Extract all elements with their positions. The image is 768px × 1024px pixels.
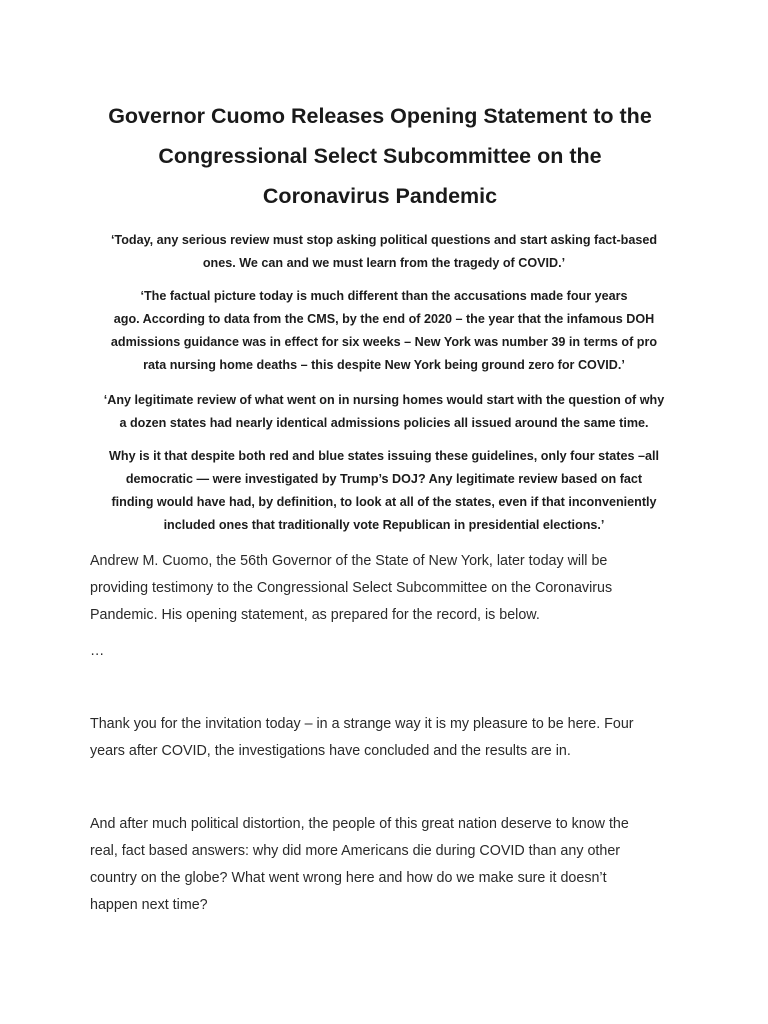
quote-line: ‘Today, any serious review must stop asking political questions and start asking fact-based (110, 233, 658, 247)
quote-line: finding would have had, by definition, to look at all of the states, even if that inconveniently (111, 495, 657, 509)
quote-line: ago. According to data from the CMS, by the end of 2020 – the year that the infamous DOH (113, 312, 655, 326)
intro-paragraph (90, 548, 690, 629)
quote-line: democratic — were investigated by Trump’s DOJ? Any legitimate review based on fact (125, 472, 643, 486)
title-line: Governor Cuomo Releases Opening Statement to the (108, 104, 652, 128)
statement-paragraph-1 (90, 711, 690, 765)
quote-line: ones. We can and we must learn from the tragedy of COVID.’ (202, 256, 566, 270)
quote-line: included ones that traditionally vote Republican in presidential elections.’ (163, 518, 605, 532)
paragraph-line: years after COVID, the investigations have concluded and the results are in. (90, 743, 571, 759)
quote-line: ‘The factual picture today is much different than the accusations made four years (140, 289, 628, 303)
pull-quote-2 (84, 285, 684, 377)
paragraph-line: Pandemic. His opening statement, as prepared for the record, is below. (90, 607, 540, 623)
pull-quote-1 (84, 229, 684, 275)
title-line: Coronavirus Pandemic (262, 184, 498, 208)
paragraph-line: And after much political distortion, the people of this great nation deserve to know the (90, 816, 629, 832)
quote-line: admissions guidance was in effect for six weeks – New York was number 39 in terms of pro (110, 335, 658, 349)
pull-quote-4 (84, 445, 684, 537)
paragraph-line: Andrew M. Cuomo, the 56th Governor of the State of New York, later today will be (90, 553, 608, 569)
statement-paragraph-2 (90, 811, 690, 919)
paragraph-line: country on the globe? What went wrong here and how do we make sure it doesn’t (90, 870, 607, 886)
paragraph-line: happen next time? (90, 897, 208, 913)
quote-line: rata nursing home deaths – this despite New York being ground zero for COVID.’ (143, 358, 625, 372)
quote-line: ‘Any legitimate review of what went on in nursing homes would start with the question of why (103, 393, 665, 407)
paragraph-line: Thank you for the invitation today – in a strange way it is my pleasure to be here. Four (90, 716, 634, 732)
quote-line: a dozen states had nearly identical admissions policies all issued around the same time. (119, 416, 649, 430)
pull-quote-3 (84, 389, 684, 435)
document-title (70, 96, 690, 216)
paragraph-line: … (90, 643, 105, 659)
paragraph-line: real, fact based answers: why did more Americans die during COVID than any other (90, 843, 621, 859)
title-line: Congressional Select Subcommittee on the (158, 144, 602, 168)
ellipsis-separator (90, 638, 690, 665)
paragraph-line: providing testimony to the Congressional Select Subcommittee on the Coronavirus (90, 580, 613, 596)
quote-line: Why is it that despite both red and blue states issuing these guidelines, only four states –all (108, 449, 660, 463)
